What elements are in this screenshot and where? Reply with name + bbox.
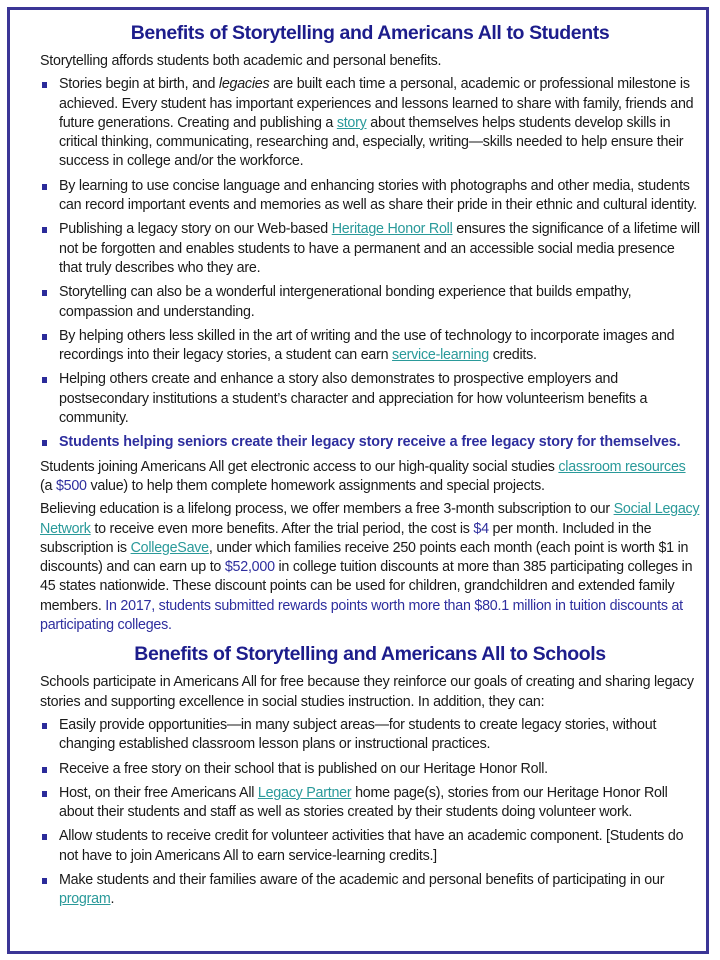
square-bullet-icon <box>42 767 47 773</box>
collegesave-link[interactable]: CollegeSave <box>130 539 209 556</box>
square-bullet-icon <box>42 82 47 88</box>
subscription-cost: $4 <box>473 520 489 537</box>
schools-benefits-list <box>40 716 700 910</box>
resources-value: $500 <box>55 477 87 494</box>
list-item: Host, on their free Americans All Legacy Partner home page(s), stories from our Heritage Honor Roll about their students and staff as well as stories created by their students doing volunteer work. <box>40 784 700 823</box>
square-bullet-icon <box>42 440 47 446</box>
service-learning-link[interactable]: service-learning <box>392 347 489 364</box>
square-bullet-icon <box>42 723 47 729</box>
schools-intro: Schools participate in Americans All for free because they reinforce our goals of creating and sharing legacy stories and supporting excellence in social studies instruction. In addition, they can: <box>40 674 694 710</box>
discount-amount: $52,000 <box>224 559 275 576</box>
list-item: By helping others less skilled in the art of writing and the use of technology to incorporate images and recordings into their legacy stories, a student can earn service-learning credits. <box>40 327 700 366</box>
list-item: Storytelling can also be a wonderful intergenerational bonding experience that builds empathy, compassion and understanding. <box>40 283 700 322</box>
square-bullet-icon <box>42 334 47 340</box>
story-link[interactable]: story <box>336 114 367 131</box>
resources-paragraph: Students joining Americans All get electronic access to our high-quality social studies classroom resources (a $500 value) to help them complete homework assignments and special projects. <box>40 458 686 494</box>
network-paragraph: Believing education is a lifelong process, we offer members a free 3-month subscription to our Social Legacy Network to receive even more benefits. After the trial period, the cost is $4 per month. Included in the subscription is CollegeSave, under which families receive 250 points each month (each point is worth $1 in discounts) and can earn up to $52,000 in college tuition discounts at more than 385 participating colleges in 45 states nationwide. These discount points can be used for children, grandchildren and extended family members. In 2017, students submitted rewards points worth more than $80.1 million in tuition discounts at participating colleges. <box>40 501 700 634</box>
square-bullet-icon <box>42 834 47 840</box>
list-item: Allow students to receive credit for volunteer activities that have an academic component. [Students do not have to join Americans All to earn service-learning credits.] <box>40 827 700 866</box>
document-content <box>40 20 700 915</box>
rewards-highlight: In 2017, students submitted rewards points worth more than $80.1 million in tuition discounts at participating colleges. <box>40 597 683 634</box>
list-item: By learning to use concise language and enhancing stories with photographs and other media, students can record important events and memories as well as share their pride in their ethnic and cultural identity. <box>40 177 700 216</box>
square-bullet-icon <box>42 227 47 233</box>
schools-section-title: Benefits of Storytelling and Americans All to Schools <box>134 643 606 666</box>
square-bullet-icon <box>42 184 47 190</box>
list-item: Helping others create and enhance a story also demonstrates to prospective employers and postsecondary institutions a student’s character and appreciation for how volunteerism benefits a community. <box>40 370 700 428</box>
list-item: Make students and their families aware of the academic and personal benefits of participating in our program. <box>40 871 700 910</box>
square-bullet-icon <box>42 290 47 296</box>
list-item: Publishing a legacy story on our Web-based Heritage Honor Roll ensures the significance of a lifetime will not be forgotten and enables students to have a permanent and an accessible social media presence that truly describes who they are. <box>40 220 700 278</box>
square-bullet-icon <box>42 791 47 797</box>
heritage-honor-roll-link[interactable]: Heritage Honor Roll <box>331 221 453 238</box>
list-item: Easily provide opportunities—in many subject areas—for students to create legacy stories, without changing established classroom lesson plans or instructional practices. <box>40 716 700 755</box>
page-frame <box>7 7 709 954</box>
students-intro: Storytelling affords students both academic and personal benefits. <box>40 53 442 69</box>
social-legacy-network-link[interactable]: Social Legacy Network <box>40 501 700 537</box>
list-item: Receive a free story on their school that is published on our Heritage Honor Roll. <box>40 760 700 779</box>
classroom-resources-link[interactable]: classroom resources <box>558 458 686 475</box>
legacies-emphasis: legacies <box>218 76 270 93</box>
square-bullet-icon <box>42 377 47 383</box>
program-link[interactable]: program <box>59 891 111 908</box>
list-item: Stories begin at birth, and legacies are built each time a personal, academic or professional milestone is achieved. Every student has important experiences and lessons learned to share with family, friends and future generations. Creating and publishing a story about themselves helps students develop skills in critical thinking, communicating, researching and, especially, writing—skills needed to help ensure their success in college and/or the workforce. <box>40 75 700 171</box>
list-item-highlight: Students helping seniors create their legacy story receive a free legacy story for themselves. <box>40 433 700 452</box>
students-benefits-list <box>40 75 700 452</box>
legacy-partner-link[interactable]: Legacy Partner <box>257 784 352 801</box>
students-section-title: Benefits of Storytelling and Americans All to Students <box>130 22 610 44</box>
square-bullet-icon <box>42 878 47 884</box>
